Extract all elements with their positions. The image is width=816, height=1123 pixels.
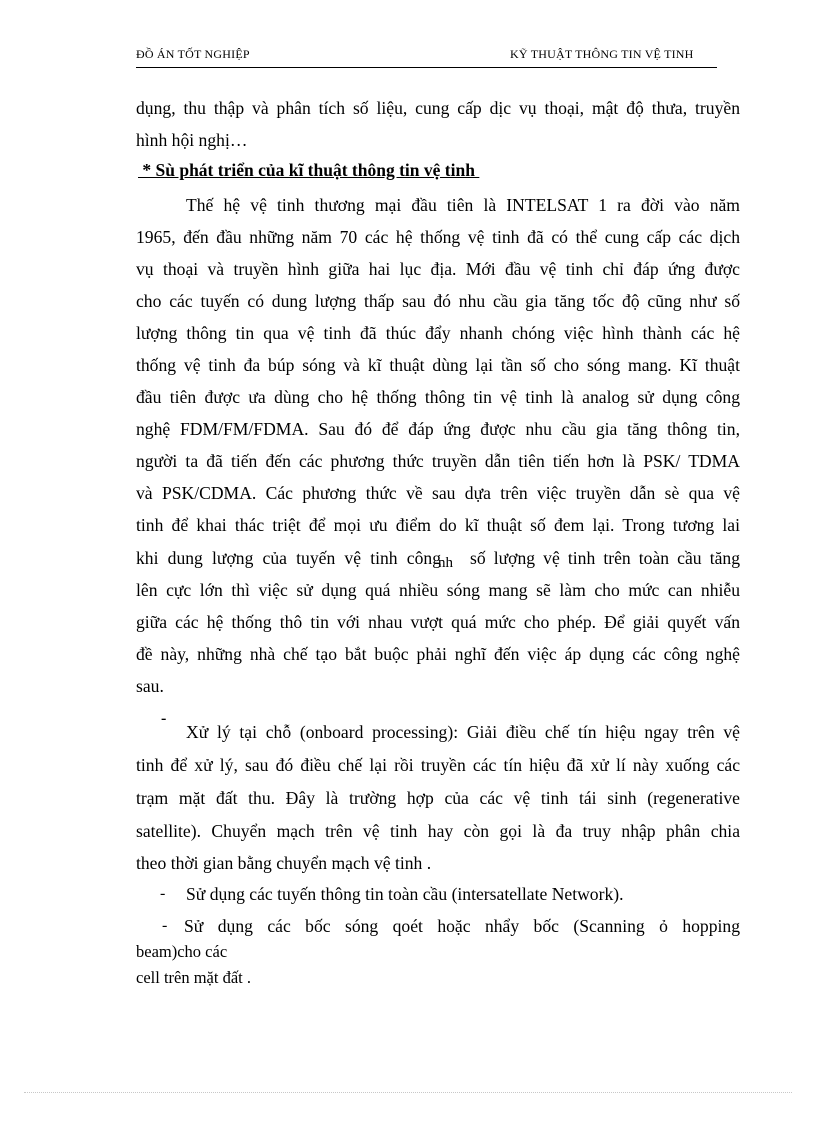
header-left-title: ĐỒ ÁN TỐT NGHIỆP bbox=[136, 47, 250, 61]
para1-line-10: và PSK/CDMA. Các phương thức về sau dựa trên việc truyền dẫn sè qua vệ bbox=[136, 483, 740, 503]
section-heading: * Sù phát triển của kĩ thuật thông tin vệ tinh bbox=[138, 160, 480, 180]
para1-line-11: tinh để khai thác triệt để mọi ưu điểm do kĩ thuật số đem lại. Trong tương lai bbox=[136, 515, 740, 535]
para1-line-15: đề này, những nhà chế tạo bắt buộc phải nghĩ đến việc áp dụng các công nghệ bbox=[136, 644, 740, 664]
bullet1-line-4: satellite). Chuyển mạch trên vệ tinh hay còn gọi là đa truy nhập phân chia bbox=[136, 821, 740, 841]
para1-line-1: Thế hệ vệ tinh thương mại đầu tiên là INTELSAT 1 ra đời vào năm bbox=[186, 195, 740, 215]
bullet3-line-3: cell trên mặt đất . bbox=[136, 968, 251, 987]
footer-divider bbox=[24, 1092, 792, 1093]
para1-line-12-start: khi dung lượng của tuyến vệ tinh công bbox=[136, 548, 441, 568]
bullet2-text: Sử dụng các tuyến thông tin toàn cầu (intersatellate Network). bbox=[186, 884, 624, 904]
bullet2-dash: - bbox=[160, 885, 166, 902]
para1-line-8: nghệ FDM/FM/FDMA. Sau đó để đáp ứng được nhu cầu gia tăng thông tin, bbox=[136, 419, 740, 439]
para1-line-7: đầu tiên được ưa dùng cho hệ thống thông tin vệ tinh là analog sử dụng công bbox=[136, 387, 740, 407]
para1-line-4: cho các tuyến có dung lượng thấp sau đó nhu cầu gia tăng tốc độ cũng như số bbox=[136, 291, 740, 311]
bullet1-line-5: theo thời gian bằng chuyển mạch vệ tinh . bbox=[136, 853, 432, 873]
para1-line-12-end: số lượng vệ tinh trên toàn cầu tăng bbox=[470, 548, 740, 568]
para1-line-16: sau. bbox=[136, 676, 164, 696]
para1-line-3: vụ thoại và truyền hình giữa hai lục địa. Mới đầu vệ tinh chỉ đáp ứng được bbox=[136, 259, 740, 279]
para1-line-5: lượng thông tin qua vệ tinh đã thúc đẩy nhanh chóng việc hình thành các hệ bbox=[136, 323, 740, 343]
bullet3-line-1: Sử dụng các bốc sóng qoét hoặc nhẩy bốc (Scanning ỏ hopping bbox=[184, 916, 740, 936]
para1-line-14: giữa các hệ thống thô tin với nhau vượt quá mức cho phép. Để giải quyết vấn bbox=[136, 612, 740, 632]
bullet1-line-2: tinh để xử lý, sau đó điều chế lại rồi truyền các tín hiệu đã xử lí này xuống các bbox=[136, 755, 740, 775]
para1-line-2: 1965, đến đầu những năm 70 các hệ thống vệ tinh đã có thể cung cấp các dịch bbox=[136, 227, 740, 247]
bullet1-line-3: trạm mặt đất thu. Đây là trường hợp của các vệ tinh tái sinh (regenerative bbox=[136, 788, 740, 808]
para1-line-6: thống vệ tinh đa búp sóng và kĩ thuật dùng lại tần số cho sóng mang. Kĩ thuật bbox=[136, 355, 740, 375]
header-divider bbox=[136, 67, 717, 68]
bullet3-dash: - bbox=[162, 917, 168, 934]
intro-line-2: hình hội nghị… bbox=[136, 130, 248, 150]
bullet1-dash: - bbox=[161, 710, 167, 727]
para1-line-9: người ta đã tiến đến các phương thức truyền dẫn tiên tiến hơn là PSK/ TDMA bbox=[136, 451, 740, 471]
intro-line-1: dụng, thu thập và phân tích số liệu, cung cấp dịc vụ thoại, mật độ thưa, truyền bbox=[136, 98, 740, 118]
bullet3-line-2: beam)cho các bbox=[136, 942, 228, 961]
para1-line-13: lên cực lớn thì việc sử dụng quá nhiều sóng mang sẽ làm cho mức can nhiễu bbox=[136, 580, 740, 600]
inserted-fragment: nh bbox=[438, 555, 453, 571]
bullet1-line-1: Xử lý tại chỗ (onboard processing): Giải điều chế tín hiệu ngay trên vệ bbox=[186, 722, 740, 742]
header-right-title: KỸ THUẬT THÔNG TIN VỆ TINH bbox=[510, 47, 694, 61]
